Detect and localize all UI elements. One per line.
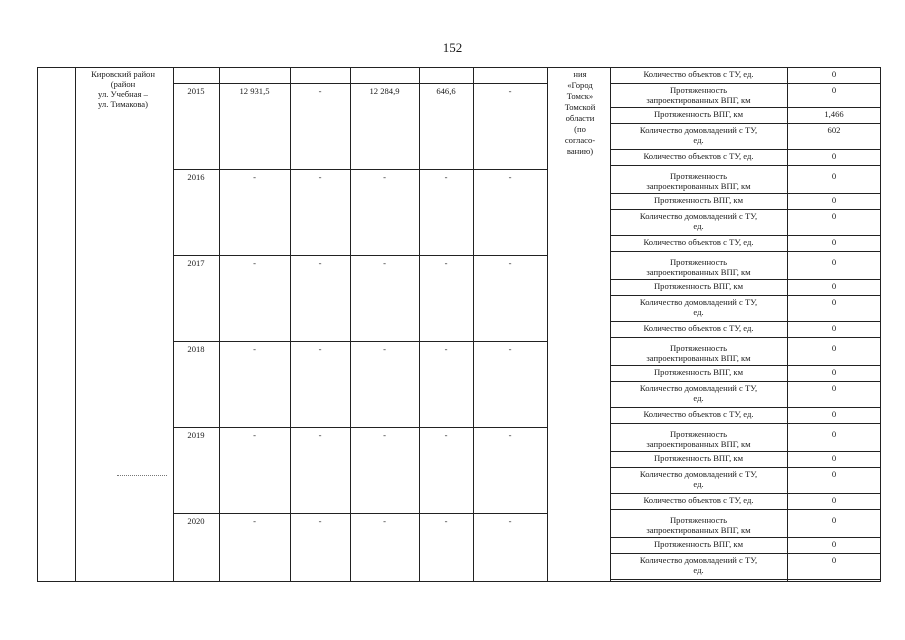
executor-line: Томск»: [566, 91, 594, 101]
row-line: [610, 365, 881, 366]
indicator-label: [610, 323, 787, 333]
indicator-label-line: ед.: [693, 393, 704, 403]
finance-value: -: [253, 516, 256, 526]
indicator-value: 0: [831, 469, 837, 479]
indicator-label-line: Количество домовладений с ТУ,: [639, 297, 758, 307]
col-line: [473, 67, 474, 582]
indicator-value: 0: [831, 367, 837, 377]
indicator-label: [610, 409, 787, 419]
col-line: [350, 67, 351, 582]
row-line: [610, 149, 881, 150]
indicator-label: [610, 171, 787, 191]
row-line: [610, 321, 881, 322]
indicator-label-line: Протяженность: [669, 515, 728, 525]
indicator-value: 0: [831, 69, 837, 79]
row-line: [610, 251, 881, 252]
indicator-label-line: запроектированных ВПГ, км: [646, 267, 751, 277]
indicator-value: 602: [827, 125, 841, 135]
indicator-label-line: Количество объектов с ТУ, ед.: [643, 409, 754, 419]
row-line: [610, 193, 881, 194]
finance-value: -: [318, 172, 322, 182]
finance-value: -: [508, 344, 512, 354]
col-line: [547, 67, 548, 582]
finance-value: -: [383, 258, 386, 268]
row-line: [610, 451, 881, 452]
executor-line: Томской: [564, 102, 596, 112]
row-line: [173, 83, 547, 84]
finance-value: -: [383, 430, 386, 440]
executor-line: ния: [573, 69, 587, 79]
finance-value: -: [383, 516, 386, 526]
indicator-value: 0: [831, 195, 837, 205]
indicator-value: 0: [831, 171, 837, 181]
executor-line: области: [565, 113, 595, 123]
row-line: [610, 235, 881, 236]
row-line: [610, 107, 881, 108]
indicator-value: 0: [831, 453, 837, 463]
indicator-label: [610, 539, 787, 549]
indicator-label: [610, 555, 787, 575]
row-line: [610, 209, 881, 210]
indicator-value: 0: [831, 495, 837, 505]
row-line: [610, 295, 881, 296]
executor-line: согласо-: [564, 135, 596, 145]
indicator-label-line: ед.: [693, 565, 704, 575]
row-line: [610, 537, 881, 538]
indicator-label: [610, 109, 787, 119]
finance-value: -: [444, 516, 448, 526]
page-number: 152: [442, 40, 463, 55]
finance-value: -: [508, 86, 512, 96]
indicator-label: Количество объектов с ТУ, ед.: [643, 69, 754, 79]
finance-value: -: [444, 430, 448, 440]
indicator-label-line: Протяженность: [669, 171, 728, 181]
indicator-value: 0: [831, 281, 837, 291]
row-line: [610, 467, 881, 468]
indicator-value: 0: [831, 151, 837, 161]
indicator-value: 0: [831, 555, 837, 565]
row-line: [610, 279, 881, 280]
row-line: [610, 553, 881, 554]
table-border-bottom: [37, 581, 881, 582]
indicator-label: [610, 151, 787, 161]
district-line: ул. Учебная –: [98, 89, 148, 99]
indicator-label: [610, 195, 787, 205]
indicator-value: 0: [831, 343, 837, 353]
indicator-label-line: Протяженность ВПГ, км: [653, 109, 744, 119]
row-line: [610, 579, 881, 580]
row-line: [610, 407, 881, 408]
year-cell: 2015: [187, 86, 205, 96]
finance-value: -: [318, 344, 322, 354]
indicator-label: [610, 211, 787, 231]
indicator-label-line: Протяженность: [669, 343, 728, 353]
col-line: [173, 67, 174, 582]
row-line: [610, 423, 881, 424]
col-line: [290, 67, 291, 582]
indicator-label-line: Количество домовладений с ТУ,: [639, 555, 758, 565]
indicator-label-line: Протяженность ВПГ, км: [653, 367, 744, 377]
indicator-label-line: ед.: [693, 221, 704, 231]
indicator-value: 0: [831, 515, 837, 525]
finance-value: 12 931,5: [239, 86, 270, 96]
row-line: [610, 509, 881, 510]
finance-value: 12 284,9: [369, 86, 400, 96]
row-line: [610, 337, 881, 338]
finance-value: 646,6: [436, 86, 456, 96]
indicator-label-line: Протяженность ВПГ, км: [653, 539, 744, 549]
indicator-value: 1,466: [824, 109, 844, 119]
indicator-label-line: Количество домовладений с ТУ,: [639, 383, 758, 393]
row-line: [610, 123, 881, 124]
indicator-label-line: ед.: [693, 135, 704, 145]
indicator-value: 0: [831, 237, 837, 247]
executor-line: ванию): [566, 146, 594, 156]
finance-value: -: [318, 86, 322, 96]
indicator-label-line: запроектированных ВПГ, км: [646, 439, 751, 449]
row-line: [610, 165, 881, 166]
finance-value: -: [508, 172, 512, 182]
year-cell: 2017: [187, 258, 205, 268]
indicator-label: [610, 495, 787, 505]
indicator-label: [610, 257, 787, 277]
finance-value: -: [444, 172, 448, 182]
indicator-label-line: запроектированных ВПГ, км: [646, 181, 751, 191]
row-line: [610, 83, 881, 84]
year-cell: 2016: [187, 172, 205, 182]
finance-value: -: [508, 516, 512, 526]
row-line: [173, 255, 547, 256]
col-line: [75, 67, 76, 582]
dotted-mark: [117, 475, 167, 476]
indicator-label: [610, 125, 787, 145]
indicator-label: [610, 453, 787, 463]
indicator-value: 0: [831, 257, 837, 267]
indicator-label-line: Количество объектов с ТУ, ед.: [643, 495, 754, 505]
row-line: [173, 341, 547, 342]
indicator-label: [610, 85, 787, 105]
indicator-label-line: запроектированных ВПГ, км: [646, 525, 751, 535]
indicator-label-line: Количество домовладений с ТУ,: [639, 469, 758, 479]
indicator-label: [610, 367, 787, 377]
indicator-value: 0: [831, 85, 837, 95]
executor-line: (по: [574, 124, 586, 134]
indicator-label-line: Количество домовладений с ТУ,: [639, 125, 758, 135]
indicator-value: 0: [831, 539, 837, 549]
year-cell: 2018: [187, 344, 205, 354]
indicator-value: 0: [831, 323, 837, 333]
indicator-label-line: Протяженность: [669, 85, 728, 95]
finance-value: -: [318, 430, 322, 440]
indicator-label: [610, 469, 787, 489]
finance-value: -: [383, 344, 386, 354]
indicator-label-line: Протяженность: [669, 429, 728, 439]
indicator-label: [610, 297, 787, 317]
table-border-left: [37, 67, 38, 582]
col-line: [419, 67, 420, 582]
finance-value: -: [318, 258, 322, 268]
indicator-label: [610, 515, 787, 535]
row-line: [173, 513, 547, 514]
indicator-label: [610, 429, 787, 449]
finance-value: -: [508, 258, 512, 268]
finance-value: -: [253, 344, 256, 354]
indicator-value: 0: [831, 383, 837, 393]
district-cell: [77, 69, 169, 109]
district-line: ул. Тимакова): [98, 99, 148, 109]
indicator-label-line: Протяженность: [669, 257, 728, 267]
finance-value: -: [253, 430, 256, 440]
row-line: [610, 381, 881, 382]
district-line: (район: [110, 79, 136, 89]
indicator-label-line: Количество объектов с ТУ, ед.: [643, 323, 754, 333]
indicator-label-line: Количество домовладений с ТУ,: [639, 211, 758, 221]
indicator-label: [610, 237, 787, 247]
finance-value: -: [253, 258, 256, 268]
indicator-value: 0: [831, 297, 837, 307]
table-border-top: [37, 67, 881, 68]
executor-line: «Город: [567, 80, 593, 90]
indicator-label-line: запроектированных ВПГ, км: [646, 95, 751, 105]
indicator-label-line: ед.: [693, 479, 704, 489]
row-line: [173, 427, 547, 428]
district-line: Кировский район: [91, 69, 155, 79]
indicator-value: 0: [831, 409, 837, 419]
indicator-label: [610, 281, 787, 291]
finance-value: -: [253, 172, 256, 182]
indicator-label-line: запроектированных ВПГ, км: [646, 353, 751, 363]
finance-value: -: [444, 344, 448, 354]
row-line: [610, 493, 881, 494]
program-table: [37, 67, 881, 582]
indicator-label-line: ед.: [693, 307, 704, 317]
executor-cell: [548, 69, 612, 157]
indicator-label-line: Протяженность ВПГ, км: [653, 453, 744, 463]
indicator-value: 0: [831, 211, 837, 221]
indicator-label: [610, 383, 787, 403]
indicator-label-line: Протяженность ВПГ, км: [653, 281, 744, 291]
row-line: [173, 169, 547, 170]
finance-value: -: [508, 430, 512, 440]
finance-value: -: [383, 172, 386, 182]
year-cell: 2020: [187, 516, 205, 526]
indicator-label-line: Количество объектов с ТУ, ед.: [643, 237, 754, 247]
finance-value: -: [318, 516, 322, 526]
indicator-label-line: Протяженность ВПГ, км: [653, 195, 744, 205]
year-cell: 2019: [187, 430, 205, 440]
indicator-label: [610, 343, 787, 363]
col-line: [219, 67, 220, 582]
indicator-label-line: Количество объектов с ТУ, ед.: [643, 151, 754, 161]
indicator-value: 0: [831, 429, 837, 439]
finance-value: -: [444, 258, 448, 268]
